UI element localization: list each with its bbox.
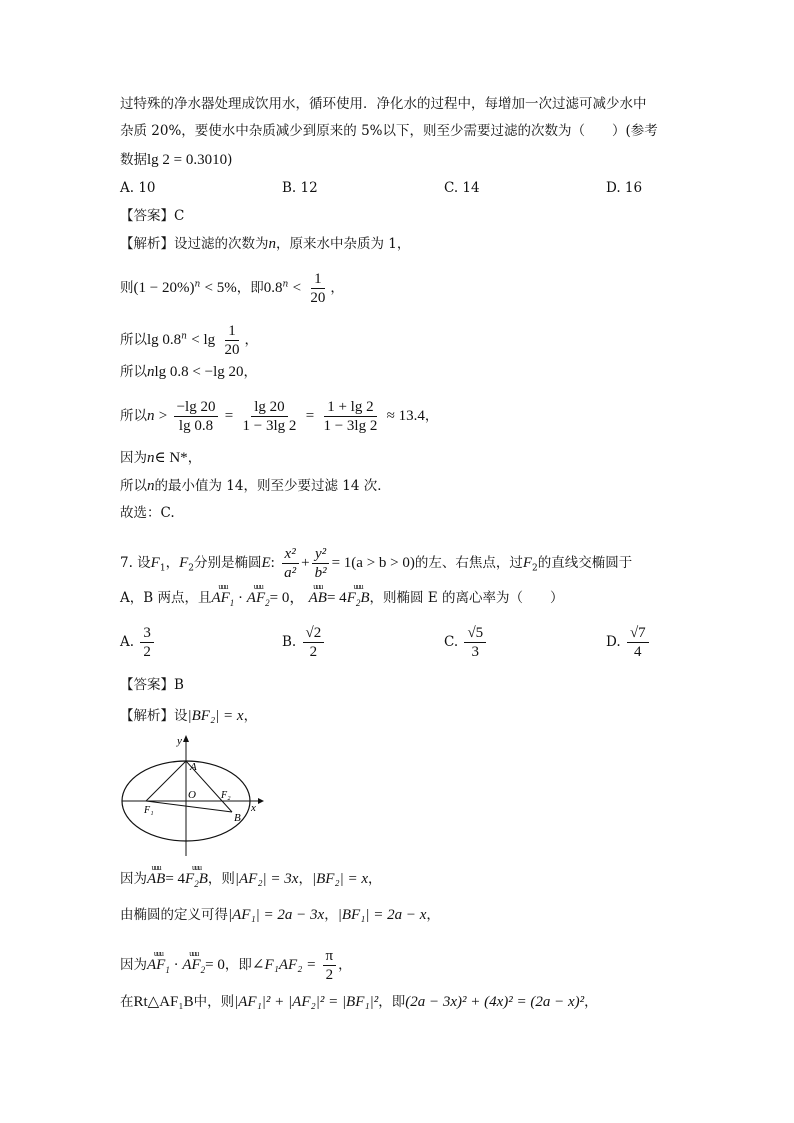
- q7-step-lengths: 因为uuu AB= 4uuu $F_2B$，则|AF₂| = 3x，|BF₂| = x，: [120, 869, 382, 894]
- fig-label-y: y: [177, 735, 182, 747]
- q6-text-line2: 杂质 20%，要使水中杂质减少到原来的 5%以下，则至少需要过滤的次数为（ ）(参考: [120, 123, 658, 139]
- fig-label-f1: F₁: [144, 805, 154, 816]
- q6-step-solve: 所以n > $\frac{-\lg 20}{\lg 0.8}$ = $\frac{\lg 20}{1 - 3\lg 2}$ = $\frac{1 + \lg 2}{1 - 3\lg 2}$ ≈ 13.4，: [120, 399, 439, 434]
- ellipse-figure: [118, 732, 268, 857]
- q6-reference-data: lg 2 = 0.3010: [147, 152, 228, 168]
- q6-step-inequality: 则$(1 - 20\%)^n < 5\%$，即0.8$^n$ < $\frac{1}{20}$ ，: [120, 271, 344, 306]
- q6-step-nlog: 所以nlg 0.8 < −lg 20，: [120, 364, 258, 380]
- q6-step-conclusion: 所以n的最小值为 14，则至少要过滤 14 次．: [120, 478, 391, 494]
- q6-text-line3: 数据lg 2 = 0.3010): [120, 152, 233, 168]
- fig-label-x: x: [251, 802, 256, 814]
- q6-option-b: B. 12: [282, 180, 318, 196]
- q7-step-pythagoras: 在Rt△AF₁B中，则|AF₁|² + |AF₂|² = |BF₁|²，即(2a − 3x)² + (4x)² = (2a − x)²，: [120, 994, 598, 1010]
- q6-option-c: C. 14: [444, 180, 480, 196]
- q7-option-b: B. $\frac{√2}{2}$: [282, 624, 326, 661]
- q7-stem-line2: A，B 两点，且uuu $AF_1$ · uuu $AF_2= 0$， uuu AB= 4uuu $F_2B$，则椭圆 E 的离心率为（ ）: [120, 588, 563, 613]
- q7-answer: 【答案】B: [120, 677, 184, 693]
- q6-option-a: A. 10: [120, 180, 156, 196]
- fig-label-a: A: [190, 761, 197, 773]
- q6-choice: 故选：C.: [120, 505, 175, 521]
- fig-label-o: O: [188, 789, 196, 801]
- q7-option-d: D. $\frac{√7}{4}$: [606, 624, 651, 661]
- fig-label-f2: F₂: [221, 790, 231, 801]
- q6-option-d: D. 16: [606, 180, 643, 196]
- q7-analysis-line1: 【解析】设|BF₂| = x，: [120, 708, 258, 724]
- q7-option-a: A. $\frac{3}{2}$: [120, 624, 156, 661]
- q6-step-log: 所以lg 0.8$^n$ < lg $\frac{1}{20}$ ，: [120, 323, 258, 358]
- q7-stem-line1: 7. 设$F_1$，$F_2$分别是椭圆E: $\frac{\text{x²}}{\text{a²}}$ + $\frac{\text{y²}}{\text{b²}}$ = 1(a > b > 0)的左、右焦点，过$F_2$的直线交椭圆于: [120, 546, 633, 581]
- q6-answer: 【答案】C: [120, 208, 185, 224]
- q6-analysis-line1: 【解析】设过滤的次数为n，原来水中杂质为 1，: [120, 236, 411, 252]
- fig-label-b: B: [234, 812, 241, 824]
- q7-step-definition: 由椭圆的定义可得|AF₁| = 2a − 3x，|BF₁| = 2a − x，: [120, 907, 440, 923]
- q6-step-domain: 因为n∈ N*，: [120, 450, 202, 466]
- q7-option-c: C. $\frac{√5}{3}$: [444, 624, 488, 661]
- q6-text-line1: 过特殊的净水器处理成饮用水，循环使用．净化水的过程中，每增加一次过滤可减少水中: [120, 96, 647, 112]
- q7-step-right-angle: 因为uuu $AF_1$ · uuu $AF_2= 0$，即∠F₁AF₂ = $\frac{\pi}{2}$ ，: [120, 947, 352, 984]
